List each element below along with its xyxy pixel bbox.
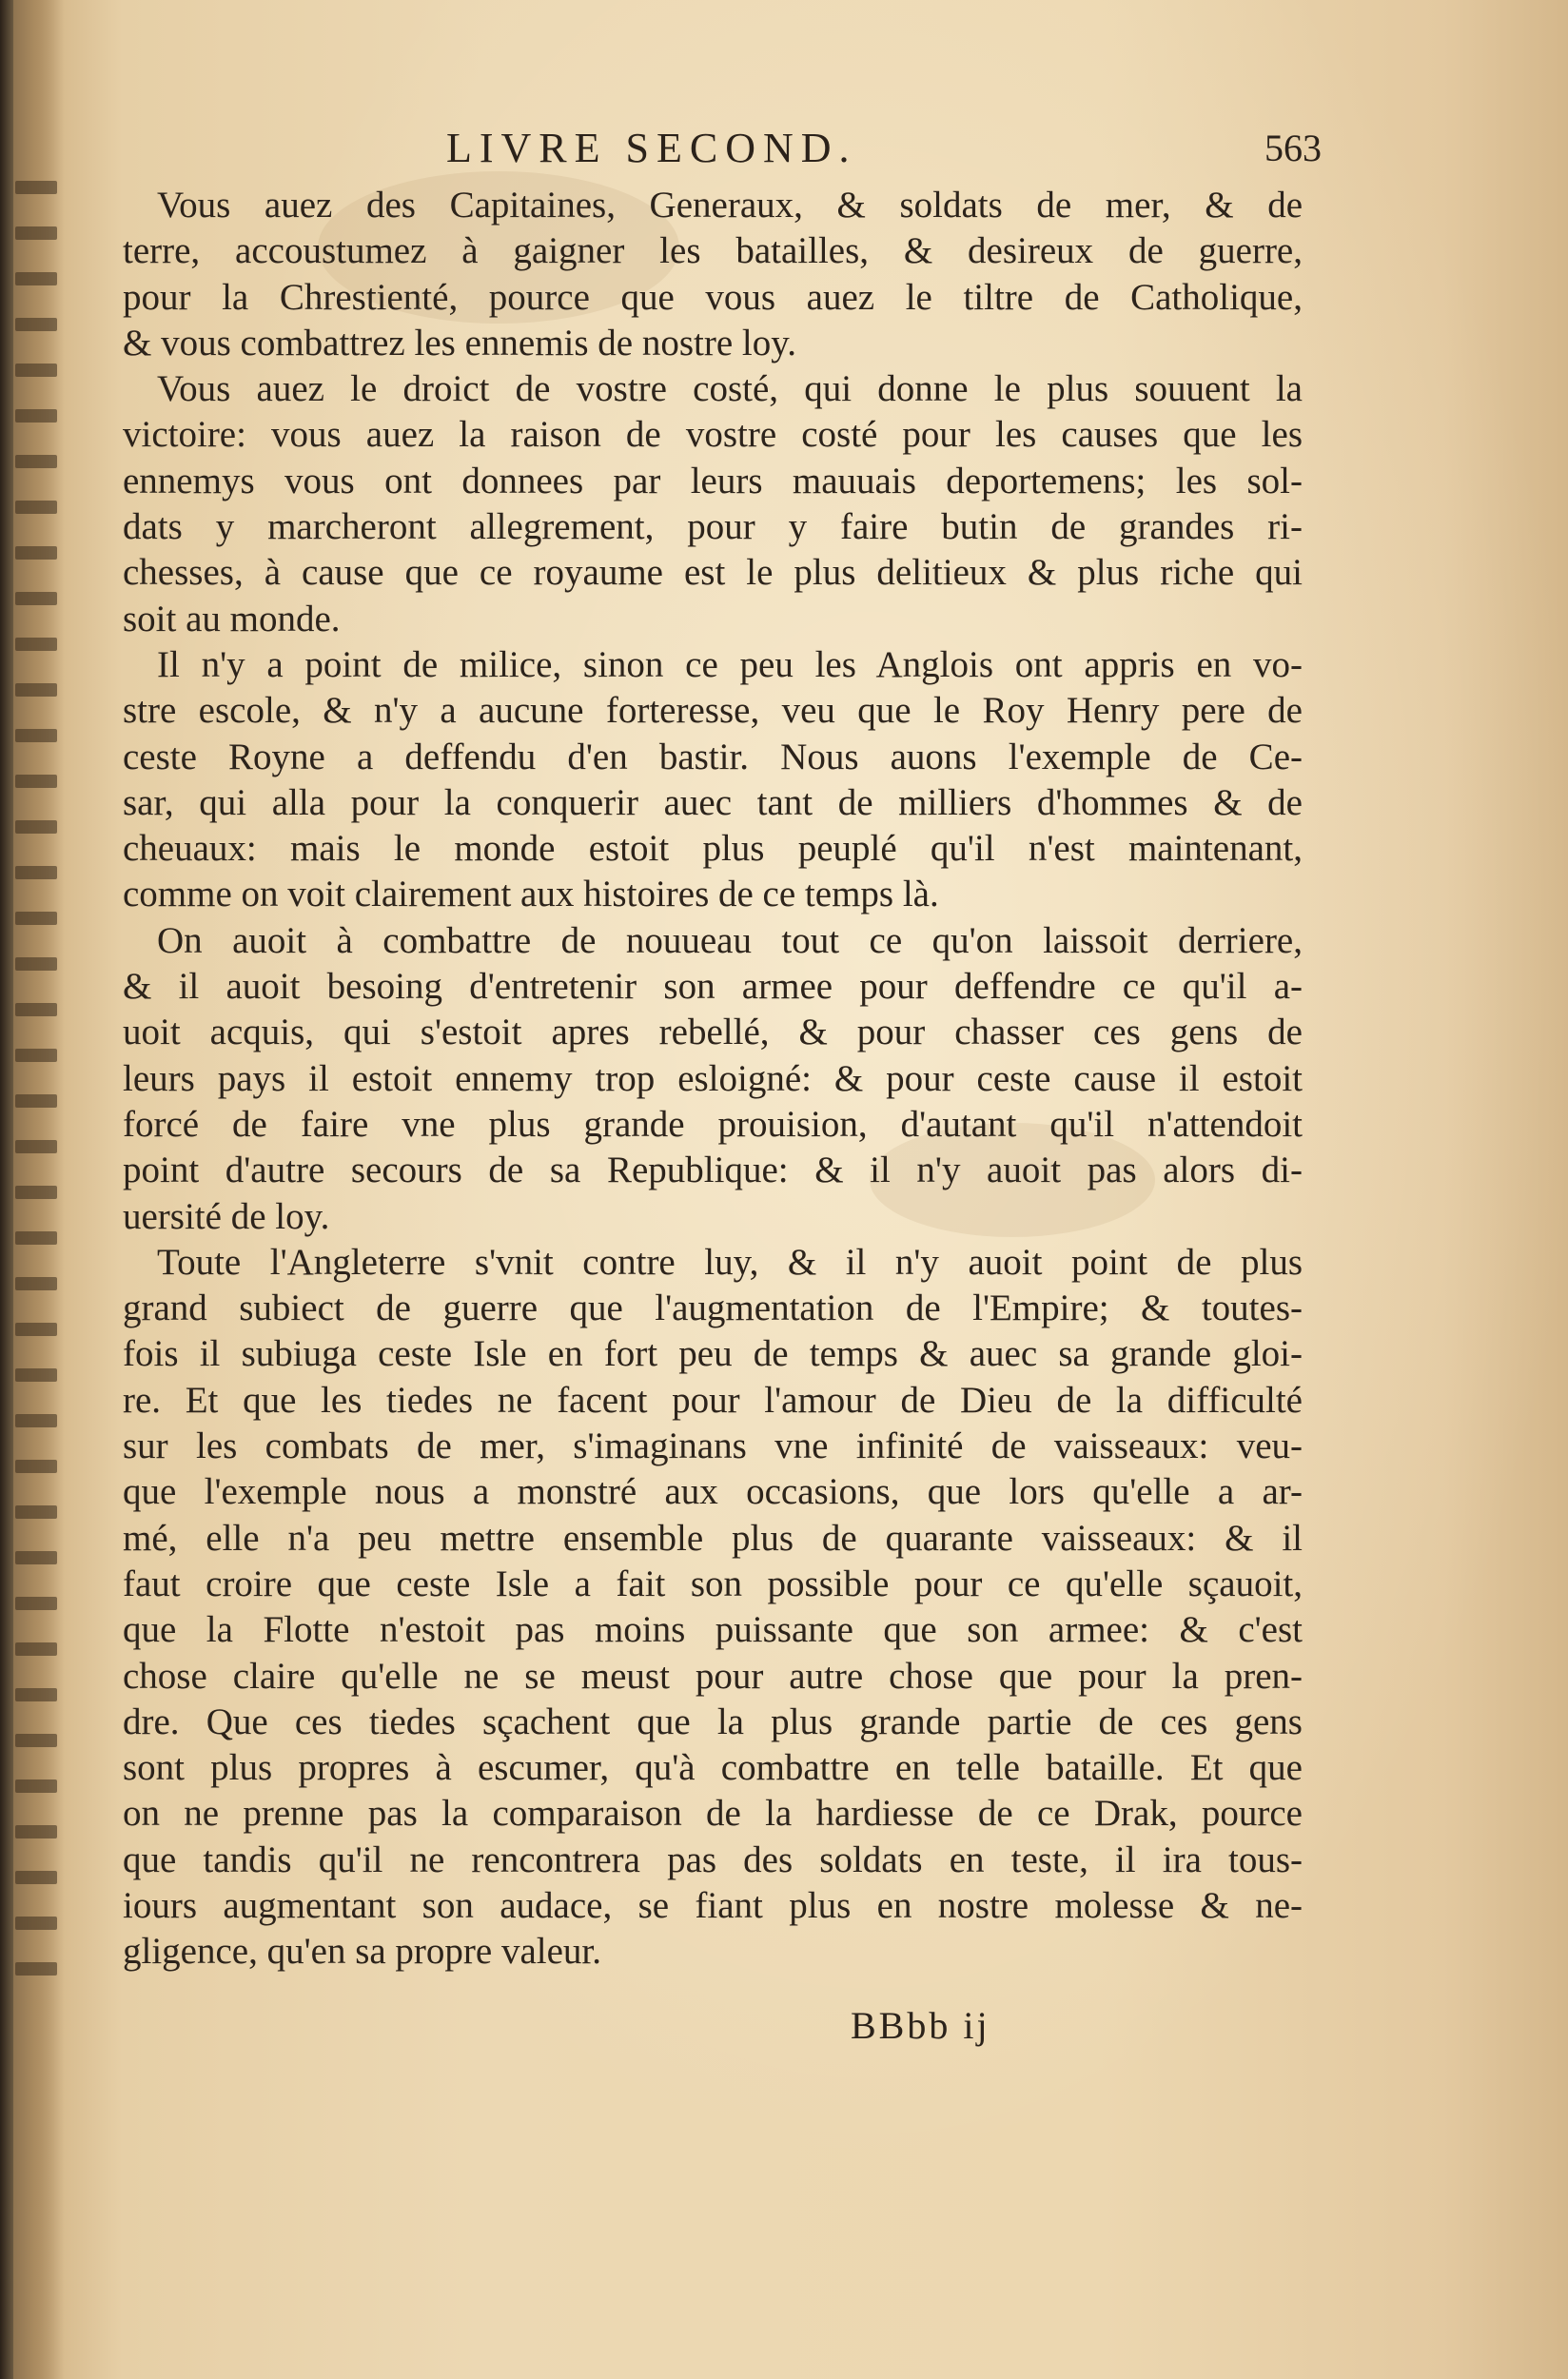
page-number: 563 (1264, 127, 1322, 169)
text-line: ennemys vous ont donnees par leurs mauuais deportemens; les sol- (123, 460, 1303, 501)
text-line: leurs pays il estoit ennemy trop esloigné: & pour ceste cause il estoit (123, 1057, 1303, 1099)
text-line: pour la Chrestienté, pource que vous auez le tiltre de Catholique, (123, 276, 1303, 318)
paragraph (123, 918, 1303, 1240)
text-line: & il auoit besoing d'entretenir son armee pour deffendre ce qu'il a- (123, 966, 1303, 1008)
book-gutter (13, 0, 65, 2379)
text-line: terre, accoustumez à gaigner les batailles, & desireux de guerre, (123, 230, 1303, 272)
text-line: chose claire qu'elle ne se meust pour autre chose que pour la pren- (123, 1655, 1303, 1697)
text-line: que l'exemple nous a monstré aux occasions, que lors qu'elle a ar- (123, 1471, 1303, 1513)
text-block (123, 124, 1322, 1976)
text-line: Vous auez des Capitaines, Generaux, & soldats de mer, & de (157, 185, 1303, 226)
text-line: uoit acquis, qui s'estoit apres rebellé, & pour chasser ces gens de (123, 1012, 1303, 1053)
text-line: dats y marcheront allegrement, pour y faire butin de grandes ri- (123, 506, 1303, 548)
text-line: que tandis qu'il ne rencontrera pas des soldats en teste, il ira tous- (123, 1838, 1303, 1880)
text-line: ceste Royne a deffendu d'en bastir. Nous auons l'exemple de Ce- (123, 736, 1303, 777)
text-line: sont plus propres à escumer, qu'à combattre en telle bataille. Et que (123, 1747, 1303, 1789)
text-line: point d'autre secours de sa Republique: & il n'y auoit pas alors di- (123, 1150, 1303, 1191)
running-head (123, 124, 1322, 183)
running-head-title: LIVRE SECOND. (446, 125, 857, 171)
text-line: iours augmentant son audace, se fiant plus en nostre molesse & ne- (123, 1884, 1303, 1926)
text-line: victoire: vous auez la raison de vostre costé pour les causes que les (123, 414, 1303, 456)
text-line: comme on voit clairement aux histoires de ce temps là. (123, 874, 939, 915)
paragraph (123, 1240, 1303, 1976)
text-line: Vous auez le droict de vostre costé, qui donne le plus souuent la (157, 368, 1303, 410)
text-line: dre. Que ces tiedes sçachent que la plus grande partie de ces gens (123, 1701, 1303, 1742)
paper-page (13, 0, 1568, 2379)
text-line: forcé de faire vne plus grande prouision, d'autant qu'il n'attendoit (123, 1103, 1303, 1145)
scanner-border (0, 0, 13, 2379)
text-line: soit au monde. (123, 598, 341, 639)
text-line: grand subiect de guerre que l'augmentation de l'Empire; & toutes- (123, 1288, 1303, 1329)
text-line: sar, qui alla pour la conquerir auec tant de milliers d'hommes & de (123, 781, 1303, 823)
text-line: & vous combattrez les ennemis de nostre loy. (123, 322, 796, 364)
text-line: que la Flotte n'estoit pas moins puissante que son armee: & c'est (123, 1609, 1303, 1651)
text-line: Toute l'Angleterre s'vnit contre luy, & il n'y auoit point de plus (157, 1241, 1303, 1283)
paragraph (123, 642, 1303, 918)
paragraph (123, 366, 1303, 642)
text-line: mé, elle n'a peu mettre ensemble plus de quarante vaisseaux: & il (123, 1517, 1303, 1559)
text-line: cheuaux: mais le monde estoit plus peuplé qu'il n'est maintenant, (123, 828, 1303, 870)
text-line: fois il subiuga ceste Isle en fort peu de temps & auec sa grande gloi- (123, 1333, 1303, 1375)
text-line: sur les combats de mer, s'imaginans vne infinité de vaisseaux: veu- (123, 1425, 1303, 1467)
paragraph (123, 183, 1303, 366)
text-line: gligence, qu'en sa propre valeur. (123, 1931, 602, 1973)
text-line: faut croire que ceste Isle a fait son possible pour ce qu'elle sçauoit, (123, 1563, 1303, 1604)
text-line: Il n'y a point de milice, sinon ce peu les Anglois ont appris en vo- (157, 643, 1303, 685)
text-line: chesses, à cause que ce royaume est le plus delitieux & plus riche qui (123, 552, 1303, 594)
text-line: On auoit à combattre de nouueau tout ce qu'on laissoit derriere, (157, 919, 1303, 961)
text-line: on ne prenne pas la comparaison de la hardiesse de ce Drak, pource (123, 1793, 1303, 1835)
text-line: re. Et que les tiedes ne facent pour l'amour de Dieu de la difficulté (123, 1379, 1303, 1421)
text-line: uersité de loy. (123, 1195, 330, 1237)
signature-mark: BBbb ij (851, 2004, 990, 2047)
facing-page-bleed (15, 181, 57, 2036)
text-line: stre escole, & n'y a aucune forteresse, veu que le Roy Henry pere de (123, 690, 1303, 732)
